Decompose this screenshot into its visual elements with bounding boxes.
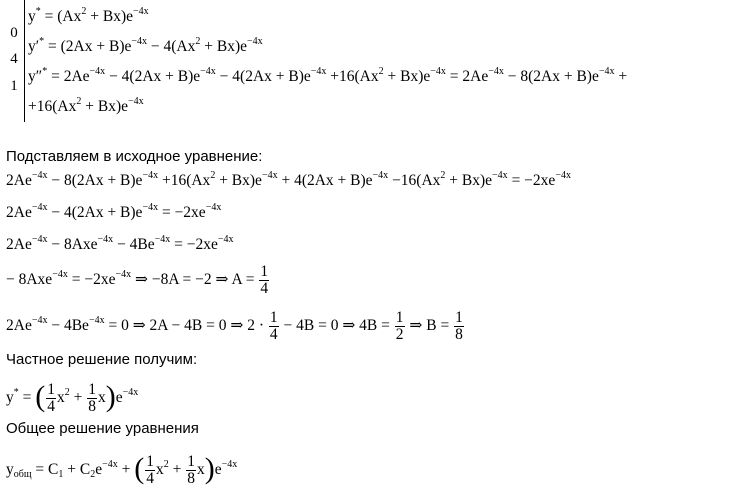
eq-y-second-continued: $+16(Ax^2 + Bx)e^{-4x}$ (28, 96, 144, 115)
fraction-quarter: $\frac{1}{4}$ (47, 381, 55, 415)
fraction-a: $\frac{1}{4}$ (260, 263, 269, 297)
text-substitute: Подставляем в исходное уравнение: (6, 148, 263, 165)
fraction-eighth: $\frac{1}{8}$ (187, 453, 196, 487)
fraction-b: $\frac{1}{8}$ (455, 309, 463, 343)
fraction-half: $\frac{1}{2}$ (395, 309, 404, 343)
open-paren: ( (134, 451, 145, 485)
system-brace-bar (24, 0, 25, 122)
eq-solve-b: $2Ae^{-4x} - 4Be^{-4x} = 0$ ⇒ 2A − 4B = 0 ⇒ 2 · $\frac{1}{4}$ − 4B = 0 ⇒ 4B = $\frac{1}{2}$ ⇒ B = $\frac{1}{8}$ (6, 309, 463, 343)
text-particular: Частное решение получим: (6, 351, 198, 368)
eq-solve-a: − $8Axe^{-4x} = -2xe^{-4x}$ ⇒ −8A = −2 ⇒ A = $\frac{1}{4}$ (6, 263, 269, 297)
open-paren: ( (35, 379, 46, 413)
close-paren: ) (105, 379, 116, 413)
eq-simplified-1: $2Ae^{-4x} - 4(2Ax + B)e^{-4x} = -2xe^{-4x}$ (6, 202, 222, 221)
eq-y-prime: $y'^* = (2Ax + B)e^{-4x} - 4(Ax^2 + Bx)e^{-4x}$ (28, 36, 263, 55)
eq-y-star: $y^* = (Ax^2 + Bx)e^{-4x}$ (28, 6, 149, 25)
eq-general-solution: $y_{общ} = C_1 + C_2e^{-4x}$ + ( $\frac{1}{4}$ $x^2$ + $\frac{1}{8}$ $x)e^{-4x}$ (6, 451, 238, 487)
system-coef-1: 1 (10, 78, 18, 94)
fraction-quarter: $\frac{1}{4}$ (269, 309, 278, 343)
eq-substituted: $2Ae^{-4x} - 8(2Ax + B)e^{-4x} +16(Ax^2 + Bx)e^{-4x} + 4(2Ax + B)e^{-4x} -16(Ax^2 + Bx)e^{-4x} = -2xe^{-4x}$ (6, 170, 571, 189)
eq-y-second: $y''^* = 2Ae^{-4x} - 4(2Ax + B)e^{-4x} - 4(2Ax + B)e^{-4x} +16(Ax^2 + Bx)e^{-4x} = 2Ae^{-4x} - 8(2Ax + B)e^{-4x}$ + (28, 66, 628, 85)
text-general: Общее решение уравнения (6, 420, 199, 437)
eq-particular-solution: y* = ( $\frac{1}{4}$ $x^2$ + $\frac{1}{8}$ $x)e^{-4x}$ (6, 379, 139, 415)
close-paren: ) (204, 451, 215, 485)
system-coef-0: 0 (10, 25, 18, 41)
system-coef-4: 4 (10, 51, 18, 67)
eq-simplified-2: $2Ae^{-4x} - 8Axe^{-4x} - 4Be^{-4x} = -2xe^{-4x}$ (6, 234, 234, 253)
fraction-quarter: $\frac{1}{4}$ (146, 453, 155, 487)
fraction-eighth: $\frac{1}{8}$ (88, 381, 96, 415)
